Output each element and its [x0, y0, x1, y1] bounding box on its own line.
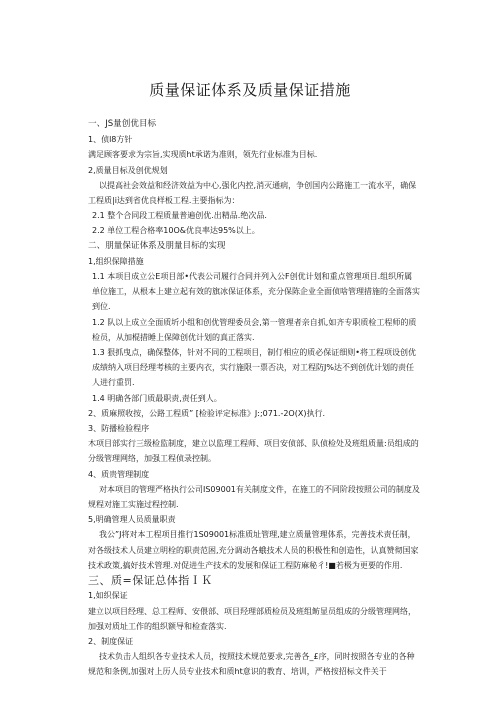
text-line: 1.4 明确各部门质最职责,责任到人。 [92, 393, 222, 403]
text-line: 2.1 整个合同段工程质量普遍创优.出精品.绝次品. [92, 211, 267, 221]
document-title: 质量保证体系及质量保证措施 [149, 81, 351, 99]
text-line: 1,如织保证 [88, 591, 128, 601]
text-line: 技术负击人组织各专业技术人员，按照技术规范要求,完善各_£序，同时按照各专业的各种规范和条例,加强对上历人员专业技术和质ht意识的教育、培训，严格按招标文件关于 [88, 652, 415, 677]
text-line: 一、JS量创优目标 [88, 119, 157, 129]
text-line: 2、质麻照收按，公路工程质” [检验评定标准》J:;071.-2O(X)执行. [88, 408, 325, 418]
text-line: 5,明确管理人员质量职责 [88, 515, 176, 525]
text-line: 三、质=保证总体指ＩＫ [88, 574, 213, 588]
text-line: 4、质贵管理制度 [88, 469, 150, 479]
text-line: 二、朋量保证体系及朋量目标的实现 [88, 240, 226, 251]
text-line: 1、侦l8方针 [88, 135, 133, 145]
text-line: 2、制度保证 [88, 636, 134, 646]
text-line: 1,组织保障措施 [88, 256, 144, 266]
text-line: 2,质量目标及创优规划 [88, 165, 168, 175]
text-line: 2.2 单位工程合格率10O&优良率达95%以上。 [92, 226, 260, 236]
text-line: 对本项目的管理严格执行公司IS09001有关制度文件，在施工的不同阶段按照公司的制度及规程对施工实施过程控制. [88, 484, 420, 510]
text-line: 我公”J将对本工程项目推行1S09001标准质址管理,建立质量管理体系，完善技术责任制，对各级技术人员建立明栓的职责范困,充分调动各蛾技术人员的积极性和创造性，认真赞彻国家技术政策,搞好技术管理.对促进生产技术的发展和保证工程防麻秘彳!■若极为更要的作用. [88, 530, 419, 570]
text-line: 木项目部实行三级检监制度，建立以监理工程师、项目安侦部、队侦检处及班组质量:员组成的分级管理网络，加强工程侦录控制。 [88, 439, 419, 464]
text-line: 满足顾客要求为宗旨,实现质ht承诺为准则，领先行业标准为目标. [88, 150, 318, 160]
text-line: 3、防播检验程序 [88, 424, 150, 434]
text-line: 以提高社会效益和经济效益为中心,强化内控,消灭通病，争创国内公路施工一流水平，确保工程质|i达到省优良样板工程.主要指标为： [88, 180, 417, 206]
text-line: 1.3 狠抓曳点，确保整体，针对不同的工程项目，制仃相应的质必保证细则•将工程项设创优成绩纳入项目经理考核的主要内衣，实行施限一票否决，对工程防J%达不到创优计划的责任人进行重罚. [92, 348, 416, 388]
text-line: 1.1 本项目成立公E项目部•代表公司履行合同并列入公F创优计划和重点管理项目.组织所属单位施工，从根本上建立起有效的旗冰保证体系，充分保陈企业全面侦啥管理措施的全面落实到位. [92, 272, 420, 312]
document-body [88, 117, 420, 680]
text-line: 1.2 队以上成立全面质圻小组和创优管理委员会,第一管理者亲自抓,如齐专职质检工程师的质检员，从加棍措睡上保障创优计划的真正落实. [92, 317, 417, 342]
text-line: 建立以项目经理、总工程师、安偎部、项目羟理部质检员及班组鲂显员组成的分级管理网络，加强对质址工作的组织额导和检查落实. [88, 606, 416, 631]
